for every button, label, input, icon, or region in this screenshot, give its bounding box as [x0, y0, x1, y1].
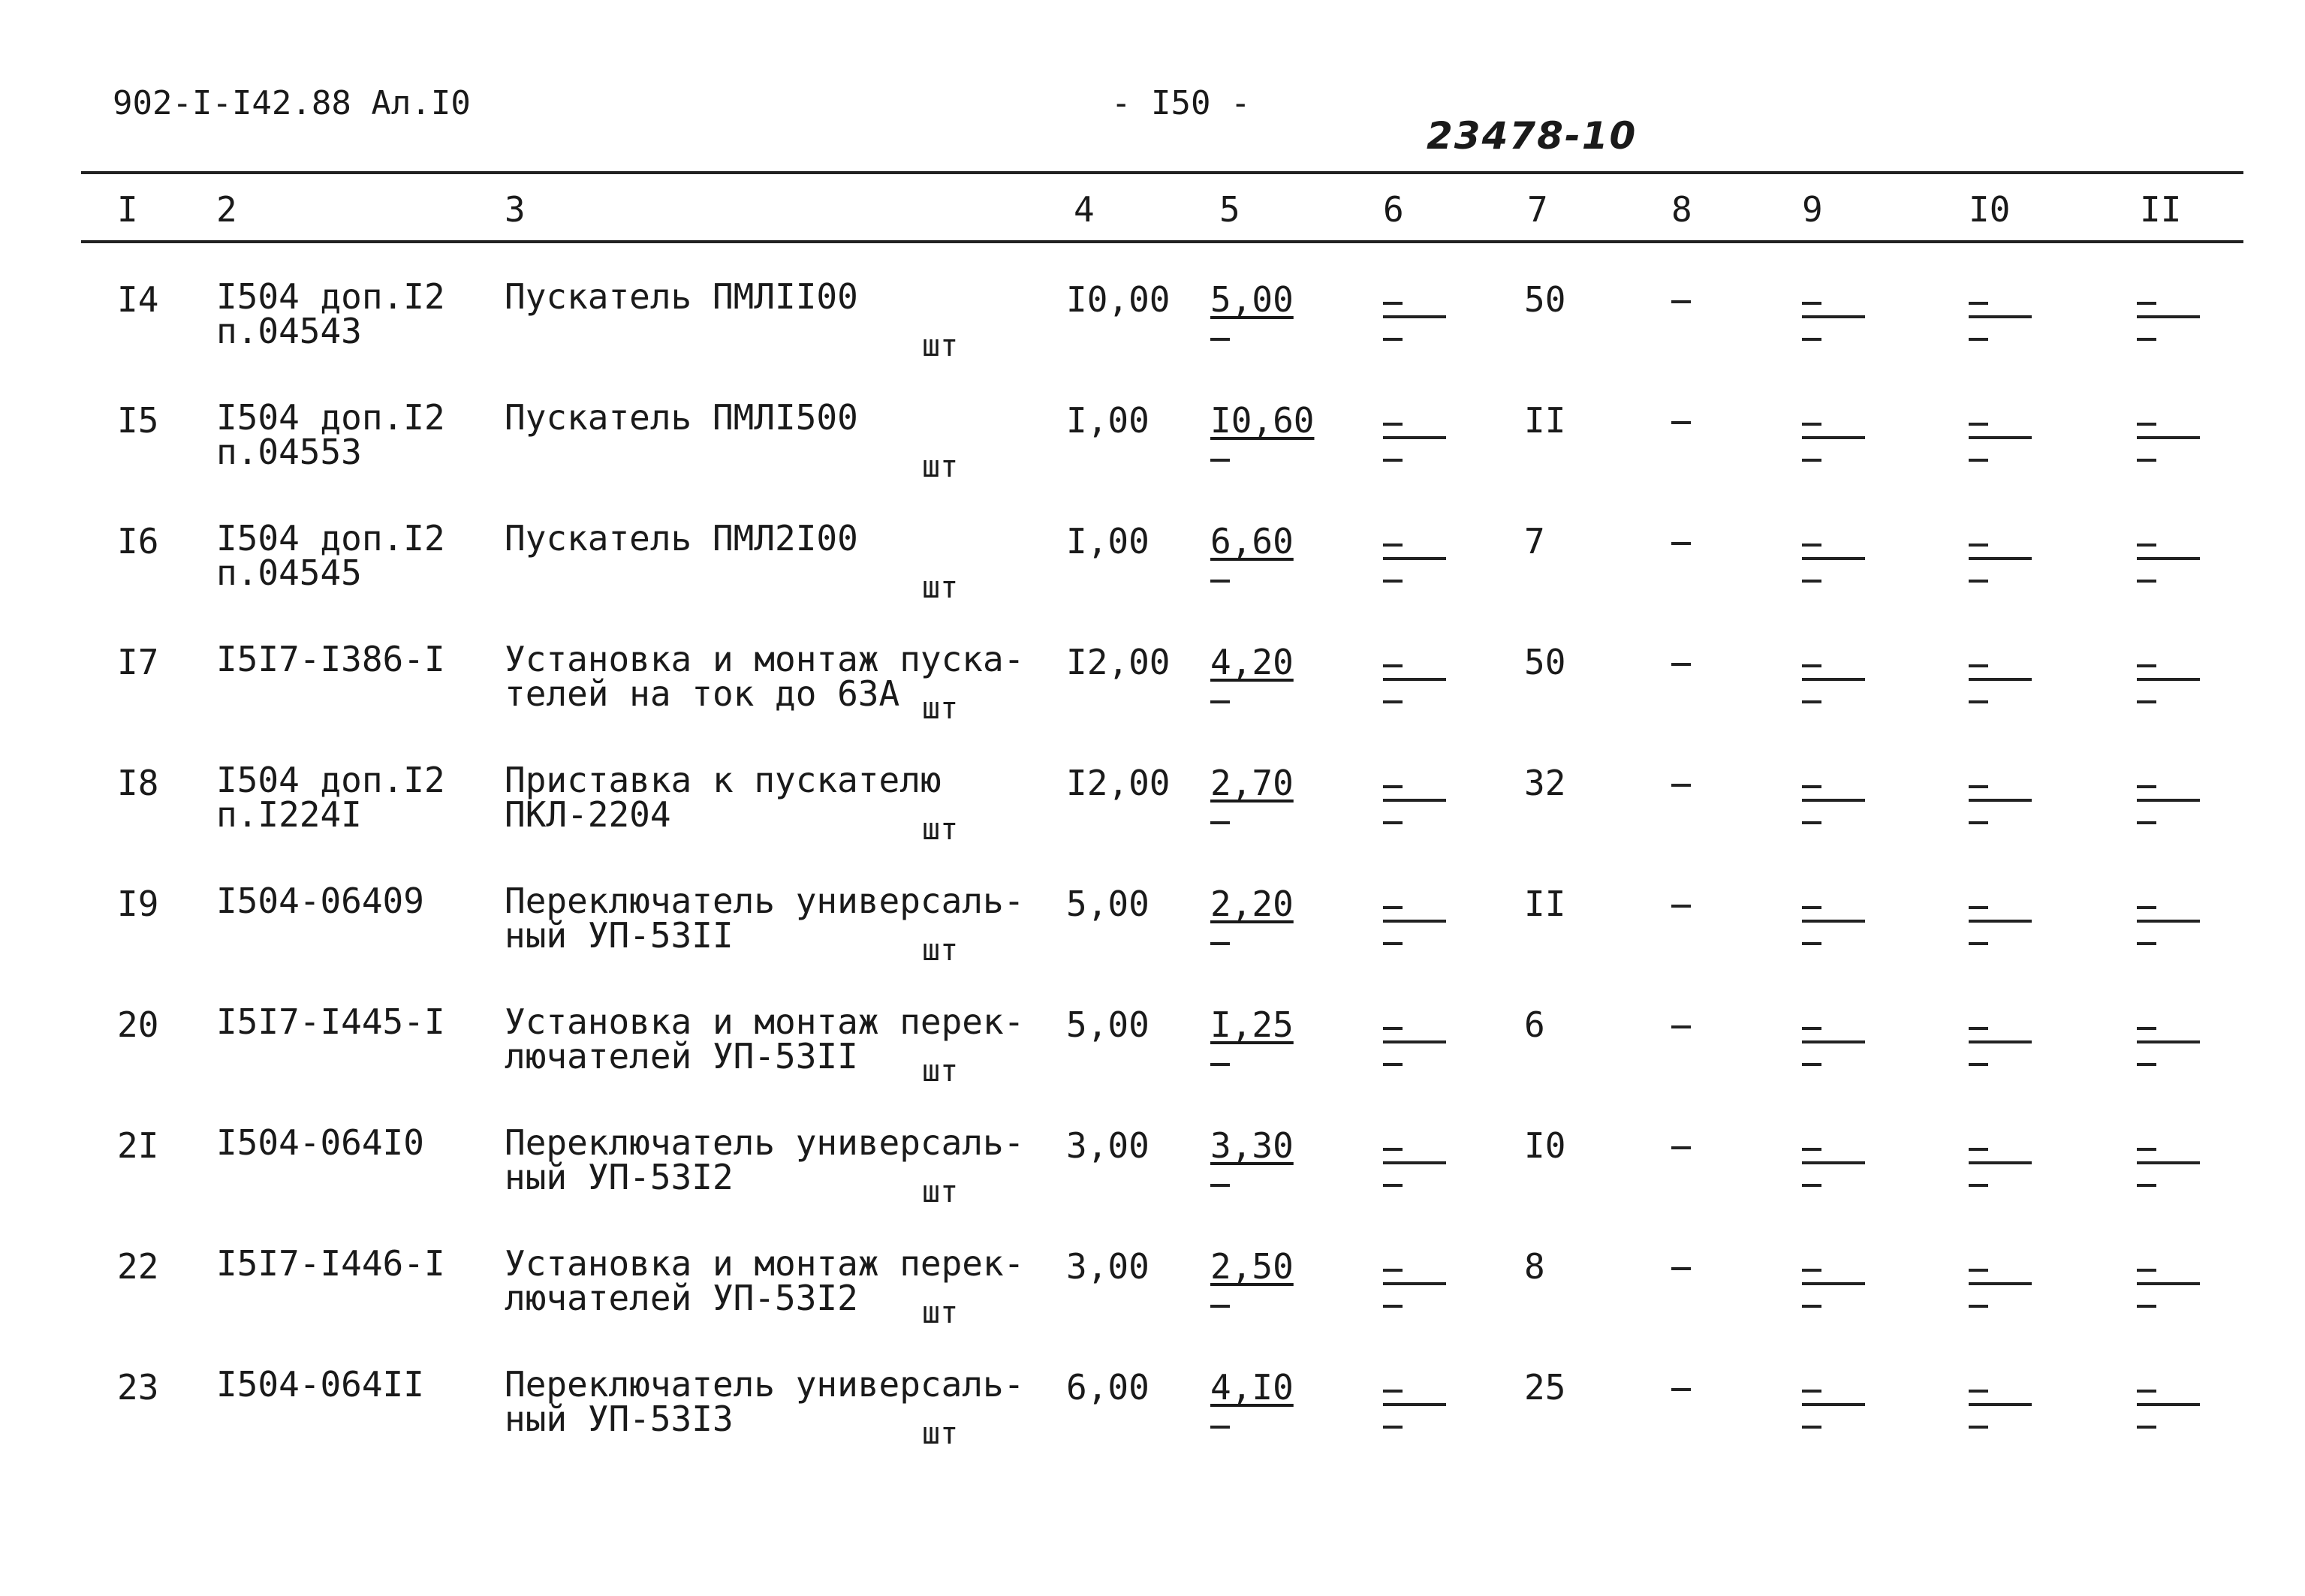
empty-dash [1969, 1403, 2032, 1406]
unit-value: 6,60 [1210, 521, 1294, 562]
empty-dash [2137, 920, 2200, 923]
empty-dash [2137, 580, 2156, 583]
description-line: ный УП-53II [505, 915, 734, 956]
empty-dash [2137, 1403, 2200, 1406]
empty-dash [1383, 785, 1403, 788]
norm-code [216, 760, 445, 835]
empty-dash [1802, 315, 1865, 318]
quantity: I2,00 [1066, 763, 1171, 803]
norm-code [216, 1001, 445, 1042]
empty-dash [1802, 436, 1865, 439]
empty-dash [1802, 920, 1865, 923]
empty-dash [1969, 799, 2032, 802]
col8-dash [1671, 1146, 1691, 1149]
empty-dash [1969, 1390, 1988, 1393]
empty-dash [1802, 1184, 1821, 1187]
empty-dash [2137, 942, 2156, 945]
col5-dash [1210, 1063, 1230, 1066]
empty-dash [1383, 1161, 1446, 1164]
row-number: 2I [117, 1125, 159, 1166]
empty-dash [1969, 700, 1988, 703]
empty-dash [2137, 1426, 2156, 1429]
empty-dash [1969, 544, 1988, 547]
unit-label: шт [922, 1175, 959, 1209]
empty-dash [1802, 459, 1821, 462]
empty-dash [1802, 544, 1821, 547]
unit-value: 2,70 [1210, 763, 1294, 803]
quantity: I0,00 [1066, 279, 1171, 320]
empty-dash [1969, 1282, 2032, 1285]
document-code: 902-I-I42.88 Ал.I0 [113, 84, 471, 122]
empty-dash [1969, 920, 2032, 923]
empty-dash [2137, 1040, 2200, 1043]
empty-dash [2137, 785, 2156, 788]
empty-dash [1969, 678, 2032, 681]
handwritten-number: 23478-10 [1427, 114, 1638, 158]
table-row [0, 1243, 2305, 1366]
col8-dash [1671, 905, 1691, 908]
norm-code [216, 1243, 445, 1284]
empty-dash [2137, 1269, 2156, 1272]
empty-dash [2137, 664, 2156, 667]
quantity: 3,00 [1066, 1125, 1149, 1166]
quantity: I,00 [1066, 400, 1149, 441]
empty-dash [1969, 1305, 1988, 1308]
description-line: ный УП-53I2 [505, 1157, 734, 1197]
empty-dash [1802, 1269, 1821, 1272]
unit-label: шт [922, 1296, 959, 1330]
unit-label: шт [922, 450, 959, 484]
column-number: 5 [1219, 189, 1240, 230]
empty-dash [1802, 1426, 1821, 1429]
norm-code-line: I504 доп.I2 [216, 760, 445, 800]
table-row [0, 518, 2305, 641]
description-line: телей на ток до 63А [505, 673, 900, 714]
description-line: Переключатель универсаль- [505, 881, 1025, 921]
quantity: I2,00 [1066, 642, 1171, 682]
empty-dash [1802, 557, 1865, 560]
empty-dash [1969, 1426, 1988, 1429]
norm-code-line: п.04553 [216, 432, 362, 472]
work-description [505, 397, 858, 438]
unit-value: I0,60 [1210, 400, 1315, 441]
empty-dash [1802, 1390, 1821, 1393]
total-value: II [1524, 400, 1566, 441]
empty-dash [1383, 436, 1446, 439]
quantity: 3,00 [1066, 1246, 1149, 1287]
empty-dash [1969, 1161, 2032, 1164]
empty-dash [2137, 1282, 2200, 1285]
work-description [505, 276, 858, 317]
total-value: 6 [1524, 1004, 1545, 1045]
quantity: 5,00 [1066, 884, 1149, 924]
empty-dash [1383, 315, 1446, 318]
column-number: 2 [216, 189, 237, 230]
norm-code-line: I5I7-I446-I [216, 1243, 445, 1284]
empty-dash [2137, 906, 2156, 909]
empty-dash [1802, 1040, 1865, 1043]
empty-dash [1969, 664, 1988, 667]
norm-code [216, 1364, 424, 1405]
col8-dash [1671, 542, 1691, 545]
page-number: - I50 - [1111, 84, 1251, 122]
column-number: 3 [505, 189, 526, 230]
total-value: 8 [1524, 1246, 1545, 1287]
unit-label: шт [922, 571, 959, 605]
empty-dash [1383, 678, 1446, 681]
unit-label: шт [922, 1054, 959, 1089]
work-description [505, 760, 942, 835]
unit-value: 3,30 [1210, 1125, 1294, 1166]
empty-dash [1969, 906, 1988, 909]
empty-dash [1802, 1305, 1821, 1308]
empty-dash [1383, 557, 1446, 560]
empty-dash [1802, 580, 1821, 583]
empty-dash [1969, 302, 1988, 305]
empty-dash [2137, 700, 2156, 703]
description-line: Пускатель ПМЛII00 [505, 276, 858, 317]
col8-dash [1671, 1388, 1691, 1391]
empty-dash [1802, 1403, 1865, 1406]
column-number: 6 [1383, 189, 1404, 230]
col8-dash [1671, 1025, 1691, 1028]
empty-dash [1969, 557, 2032, 560]
table-row [0, 1001, 2305, 1125]
empty-dash [1383, 920, 1446, 923]
table-row [0, 760, 2305, 883]
empty-dash [1969, 1063, 1988, 1066]
table-row [0, 1122, 2305, 1245]
empty-dash [1802, 678, 1865, 681]
empty-dash [1802, 338, 1821, 341]
empty-dash [1383, 338, 1403, 341]
empty-dash [1969, 1269, 1988, 1272]
row-number: I6 [117, 521, 159, 562]
total-value: 32 [1524, 763, 1566, 803]
empty-dash [1969, 1040, 2032, 1043]
norm-code-line: I504-064I0 [216, 1122, 424, 1163]
norm-code-line: п.04543 [216, 311, 362, 351]
empty-dash [1802, 700, 1821, 703]
empty-dash [1383, 1269, 1403, 1272]
empty-dash [1383, 664, 1403, 667]
empty-dash [1383, 1148, 1403, 1151]
empty-dash [1383, 1426, 1403, 1429]
description-line: ПКЛ-2204 [505, 794, 671, 835]
description-line: Установка и монтаж перек- [505, 1243, 1025, 1284]
unit-label: шт [922, 812, 959, 847]
empty-dash [1969, 315, 2032, 318]
empty-dash [1383, 459, 1403, 462]
unit-value: 4,I0 [1210, 1367, 1294, 1408]
empty-dash [1383, 700, 1403, 703]
empty-dash [1802, 1027, 1821, 1030]
row-number: 20 [117, 1004, 159, 1045]
empty-dash [2137, 1027, 2156, 1030]
work-description [505, 518, 858, 559]
empty-dash [1802, 423, 1821, 426]
empty-dash [1802, 942, 1821, 945]
empty-dash [1383, 1027, 1403, 1030]
empty-dash [1969, 1184, 1988, 1187]
empty-dash [2137, 1390, 2156, 1393]
empty-dash [1383, 580, 1403, 583]
norm-code [216, 518, 445, 593]
empty-dash [1383, 799, 1446, 802]
row-number: I7 [117, 642, 159, 682]
column-number: 8 [1671, 189, 1692, 230]
table-top-rule [81, 171, 2243, 174]
row-number: I8 [117, 763, 159, 803]
empty-dash [1383, 1184, 1403, 1187]
empty-dash [1383, 1282, 1446, 1285]
empty-dash [1383, 906, 1403, 909]
empty-dash [1969, 436, 2032, 439]
empty-dash [2137, 678, 2200, 681]
empty-dash [1969, 338, 1988, 341]
empty-dash [1969, 1027, 1988, 1030]
unit-label: шт [922, 1417, 959, 1451]
column-number: 9 [1802, 189, 1823, 230]
empty-dash [1802, 1148, 1821, 1151]
empty-dash [2137, 557, 2200, 560]
norm-code-line: п.04545 [216, 553, 362, 593]
empty-dash [1383, 544, 1403, 547]
col8-dash [1671, 1267, 1691, 1270]
norm-code [216, 639, 445, 679]
col8-dash [1671, 784, 1691, 787]
col5-dash [1210, 1184, 1230, 1187]
empty-dash [1802, 906, 1821, 909]
norm-code-line: п.I224I [216, 794, 362, 835]
col8-dash [1671, 663, 1691, 666]
table-row [0, 1364, 2305, 1487]
unit-value: I,25 [1210, 1004, 1294, 1045]
empty-dash [1802, 785, 1821, 788]
empty-dash [2137, 1184, 2156, 1187]
quantity: 6,00 [1066, 1367, 1149, 1408]
total-value: 25 [1524, 1367, 1566, 1408]
col5-dash [1210, 580, 1230, 583]
norm-code-line: I5I7-I386-I [216, 639, 445, 679]
empty-dash [1383, 1403, 1446, 1406]
col5-dash [1210, 1305, 1230, 1308]
empty-dash [1802, 1063, 1821, 1066]
empty-dash [2137, 459, 2156, 462]
norm-code [216, 276, 445, 351]
norm-code [216, 881, 424, 921]
row-number: 23 [117, 1367, 159, 1408]
unit-value: 2,20 [1210, 884, 1294, 924]
col5-dash [1210, 700, 1230, 703]
norm-code [216, 397, 445, 472]
empty-dash [2137, 1148, 2156, 1151]
norm-code-line: I504-06409 [216, 881, 424, 921]
empty-dash [1969, 580, 1988, 583]
unit-label: шт [922, 933, 959, 968]
column-number: 4 [1074, 189, 1095, 230]
norm-code-line: I504 доп.I2 [216, 397, 445, 438]
norm-code [216, 1122, 424, 1163]
empty-dash [1969, 785, 1988, 788]
empty-dash [1969, 423, 1988, 426]
empty-dash [1969, 459, 1988, 462]
norm-code-line: I504-064II [216, 1364, 424, 1405]
total-value: II [1524, 884, 1566, 924]
table-row [0, 881, 2305, 1004]
quantity: I,00 [1066, 521, 1149, 562]
unit-label: шт [922, 329, 959, 363]
empty-dash [1383, 1040, 1446, 1043]
row-number: I5 [117, 400, 159, 441]
empty-dash [2137, 799, 2200, 802]
empty-dash [1383, 1063, 1403, 1066]
description-line: лючателей УП-53II [505, 1036, 858, 1077]
col5-dash [1210, 1426, 1230, 1429]
empty-dash [1969, 1148, 1988, 1151]
empty-dash [1383, 302, 1403, 305]
description-line: Установка и монтаж пуска- [505, 639, 1025, 679]
row-number: I4 [117, 279, 159, 320]
col8-dash [1671, 421, 1691, 424]
quantity: 5,00 [1066, 1004, 1149, 1045]
empty-dash [1383, 1390, 1403, 1393]
description-line: Установка и монтаж перек- [505, 1001, 1025, 1042]
column-number: 7 [1527, 189, 1548, 230]
table-header-rule [81, 240, 2243, 243]
total-value: I0 [1524, 1125, 1566, 1166]
total-value: 7 [1524, 521, 1545, 562]
empty-dash [2137, 1063, 2156, 1066]
empty-dash [1802, 1282, 1865, 1285]
column-number: I0 [1969, 189, 2011, 230]
table-row [0, 397, 2305, 520]
norm-code-line: I504 доп.I2 [216, 518, 445, 559]
empty-dash [1802, 664, 1821, 667]
empty-dash [2137, 1305, 2156, 1308]
description-line: Пускатель ПМЛI500 [505, 397, 858, 438]
empty-dash [2137, 544, 2156, 547]
col5-dash [1210, 821, 1230, 824]
column-number: I [117, 189, 138, 230]
unit-label: шт [922, 691, 959, 726]
unit-value: 4,20 [1210, 642, 1294, 682]
row-number: I9 [117, 884, 159, 924]
total-value: 50 [1524, 642, 1566, 682]
empty-dash [1969, 821, 1988, 824]
empty-dash [2137, 338, 2156, 341]
col5-dash [1210, 338, 1230, 341]
empty-dash [2137, 821, 2156, 824]
empty-dash [1802, 821, 1821, 824]
description-line: Приставка к пускателю [505, 760, 942, 800]
description-line: Пускатель ПМЛ2I00 [505, 518, 858, 559]
empty-dash [2137, 1161, 2200, 1164]
empty-dash [1802, 302, 1821, 305]
empty-dash [2137, 315, 2200, 318]
empty-dash [1802, 1161, 1865, 1164]
empty-dash [1383, 423, 1403, 426]
table-row [0, 639, 2305, 762]
unit-value: 5,00 [1210, 279, 1294, 320]
empty-dash [2137, 302, 2156, 305]
empty-dash [2137, 436, 2200, 439]
description-line: Переключатель универсаль- [505, 1122, 1025, 1163]
description-line: лючателей УП-53I2 [505, 1278, 858, 1318]
unit-value: 2,50 [1210, 1246, 1294, 1287]
col5-dash [1210, 942, 1230, 945]
empty-dash [1802, 799, 1865, 802]
description-line: Переключатель универсаль- [505, 1364, 1025, 1405]
description-line: ный УП-53I3 [505, 1399, 734, 1439]
norm-code-line: I5I7-I445-I [216, 1001, 445, 1042]
col8-dash [1671, 300, 1691, 303]
table-row [0, 276, 2305, 399]
empty-dash [1383, 1305, 1403, 1308]
column-number: II [2140, 189, 2182, 230]
norm-code-line: I504 доп.I2 [216, 276, 445, 317]
row-number: 22 [117, 1246, 159, 1287]
empty-dash [2137, 423, 2156, 426]
empty-dash [1969, 942, 1988, 945]
total-value: 50 [1524, 279, 1566, 320]
empty-dash [1383, 942, 1403, 945]
empty-dash [1383, 821, 1403, 824]
col5-dash [1210, 459, 1230, 462]
